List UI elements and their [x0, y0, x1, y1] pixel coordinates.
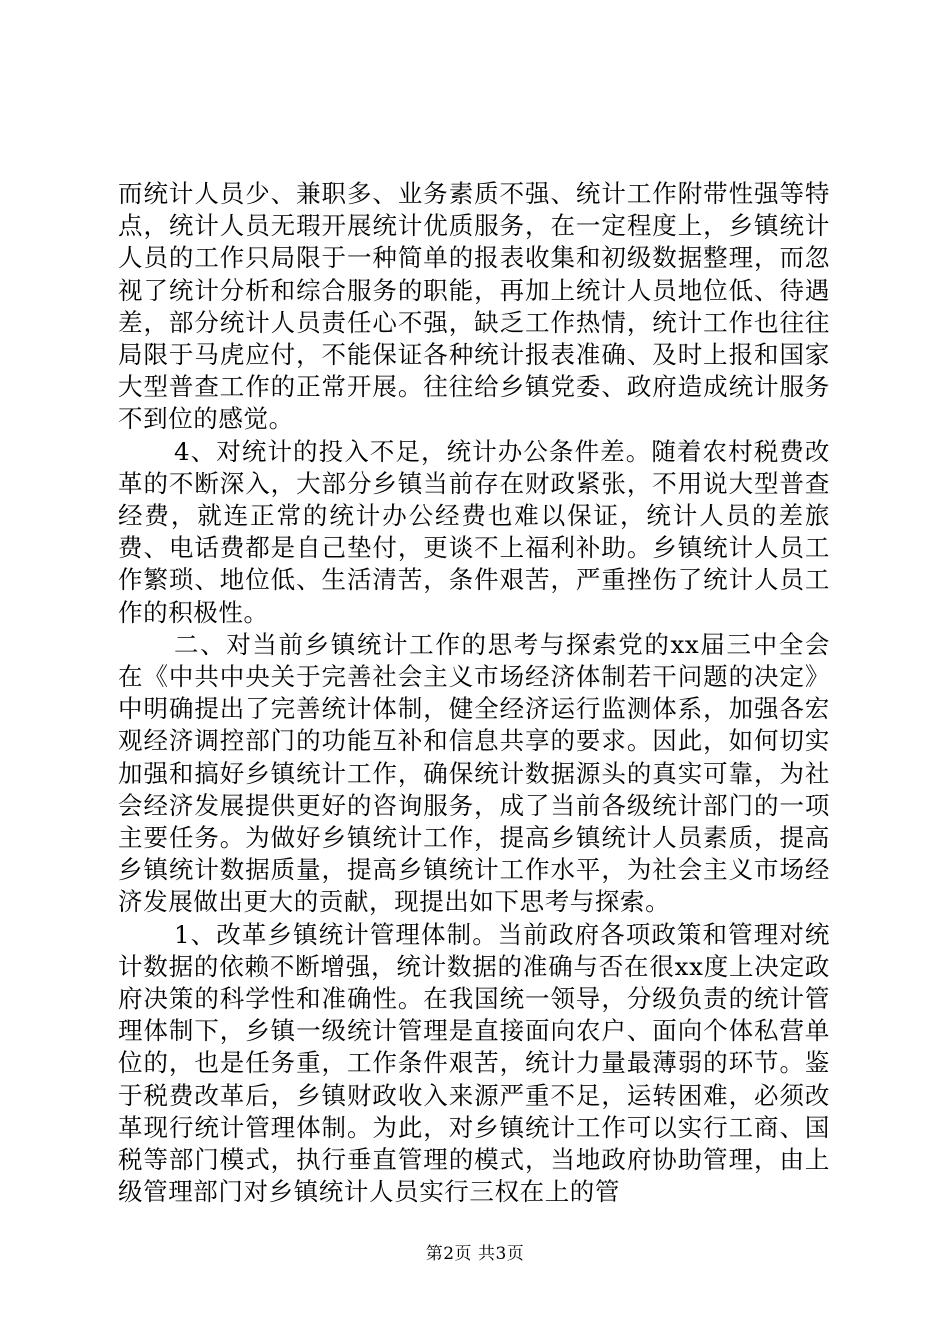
paragraph-1: 而统计人员少、兼职多、业务素质不强、统计工作附带性强等特点，统计人员无瑕开展统计优质服务，在一定程度上，乡镇统计人员的工作只局限于一种简单的报表收集和初级数据整理，而忽视了统计分析和综合服务的职能，再加上统计人员地位低、待遇差，部分统计人员责任心不强，缺乏工作热情，统计工作也往往局限于马虎应付，不能保证各种统计报表准确、及时上报和国家大型普查工作的正常开展。往往给乡镇党委、政府造成统计服务不到位的感觉。	[118, 179, 830, 434]
paragraph-3: 二、对当前乡镇统计工作的思考与探索党的xx届三中全会在《中共中央关于完善社会主义市场经济体制若干问题的决定》中明确提出了完善统计体制，健全经济运行监测体系，加强各宏观经济调控部门的功能互补和信息共享的要求。因此，如何切实加强和搞好乡镇统计工作，确保统计数据源头的真实可靠，为社会经济发展提供更好的咨询服务，成了当前各级统计部门的一项主要任务。为做好乡镇统计工作，提高乡镇统计人员素质，提高乡镇统计数据质量，提高乡镇统计工作水平，为社会主义市场经济发展做出更大的贡献，现提出如下思考与探索。	[118, 629, 830, 917]
document-body	[118, 178, 830, 1209]
paragraph-4: 1、改革乡镇统计管理体制。当前政府各项政策和管理对统计数据的依赖不断增强，统计数据的准确与否在很xx度上决定政府决策的科学性和准确性。在我国统一领导，分级负责的统计管理体制下，乡镇一级统计管理是直接面向农户、面向个体私营单位的，也是任务重，工作条件艰苦，统计力量最薄弱的环节。鉴于税费改革后，乡镇财政收入来源严重不足，运转困难，必须改革现行统计管理体制。为此，对乡镇统计工作可以实行工商、国税等部门模式，执行垂直管理的模式，当地政府协助管理，由上级管理部门对乡镇统计人员实行三权在上的管	[118, 919, 830, 1207]
page-number-footer: 第2页 共3页	[425, 1244, 525, 1264]
paragraph-2: 4、对统计的投入不足，统计办公条件差。随着农村税费改革的不断深入，大部分乡镇当前存在财政紧张，不用说大型普查经费，就连正常的统计办公经费也难以保证，统计人员的差旅费、电话费都是自己垫付，更谈不上福利补助。乡镇统计人员工作繁琐、地位低、生活清苦，条件艰苦，严重挫伤了统计人员工作的积极性。	[118, 436, 830, 627]
